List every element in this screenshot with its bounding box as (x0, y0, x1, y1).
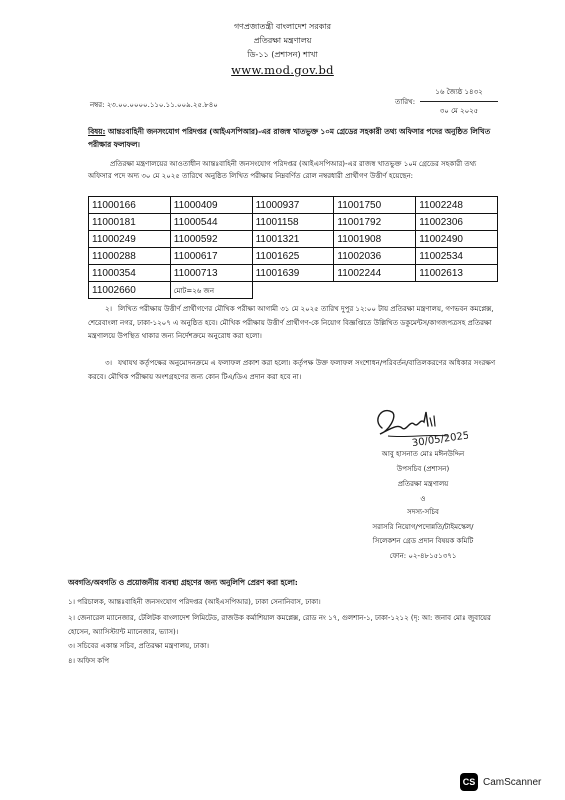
signer-ministry: প্রতিরক্ষা মন্ত্রণালয় (397, 480, 449, 488)
signature-drawing (368, 398, 468, 448)
roll-number-cell: 11001639 (252, 265, 334, 282)
paragraph-number: ৩। (105, 359, 113, 367)
roll-number-cell: 11000288 (89, 248, 171, 265)
authority-text: যথাযথ কর্তৃপক্ষের অনুমোদনক্রমে এ ফলাফল প্রকাশ করা হলো। কর্তৃপক্ষ উক্ত ফলাফল সংশোধন/পরিবর্তন/বাতিলকরণের অধিকার সংরক্ষণ করবে। মৌখিক পরীক্ষায় অংশগ্রহণের জন্য কোন টিএ/ডিএ প্রদান করা হবে না। (88, 359, 496, 381)
section-name: ডি-১১ (প্রশাসন) শাখা (247, 50, 318, 59)
signer-name: আবু হাসনাত মোঃ মঈনউদ্দিন (381, 450, 465, 458)
date-bangla: ১৬ জ্যৈষ্ঠ ১৪৩২ (420, 86, 498, 102)
signature-date: 30/05/2025 (411, 430, 468, 448)
intro-paragraph: প্রতিরক্ষা মন্ত্রণালয়ের আওতাধীন আন্তঃবাহিনী জনসংযোগ পরিদপ্তর (আইএসপিআর)-এর রাজস্ব খাতভুক্ত ১০ম গ্রেডের সহকারী তথ্য অফিসার পদে অদ্য ৩০ মে ২০২৫ তারিখে অনুষ্ঠিত লিখিত পরীক্ষায় নিম্নবর্ণিত রোল নম্বরধারী প্রার্থীগণ উত্তীর্ণ হয়েছেন: (88, 160, 477, 180)
roll-number-cell: 11002660 (89, 282, 171, 299)
roll-number-cell: 11002490 (416, 231, 498, 248)
total-count-cell: মোট=২৬ জন (170, 282, 252, 299)
roll-number-cell: 11001625 (252, 248, 334, 265)
signer-designation: উপসচিব (প্রশাসন) (396, 465, 450, 473)
roll-number-cell: 11000181 (89, 214, 171, 231)
roll-number-cell: 11002534 (416, 248, 498, 265)
roll-number-cell: 11002036 (334, 248, 416, 265)
signer-role: সদস্য-সচিব (407, 508, 439, 516)
camscanner-watermark (460, 772, 541, 792)
signer-committee-1: সরাসরি নিয়োগ/পদোন্নতি/টাইমস্কেল/ (372, 523, 474, 531)
table-row (89, 231, 498, 248)
paragraph-number: ২। (105, 305, 113, 313)
roll-number-cell: 11000354 (89, 265, 171, 282)
distribution-item: ১। পরিচালক, আন্তঃবাহিনী জনসংযোগ পরিদপ্তর (আইএসপিআর), ঢাকা সেনানিবাস, ঢাকা। (68, 598, 321, 606)
date-label: তারিখ: (395, 98, 416, 106)
table-row (89, 248, 498, 265)
roll-number-cell: 11001792 (334, 214, 416, 231)
roll-number-cell: 11001908 (334, 231, 416, 248)
distribution-item: ৪। অফিস কপি (68, 657, 109, 665)
results-table (88, 196, 498, 299)
viva-text: লিখিত পরীক্ষায় উত্তীর্ণ প্রার্থীগণের মৌখিক পরীক্ষা আগামী ৩১ মে ২০২৫ তারিখ দুপুর ১২:০০ টায় প্রতিরক্ষা মন্ত্রণালয়, গণভবন কমপ্লেক্স, শেরেবাংলা নগর, ঢাকা-১২০৭ এ অনুষ্ঠিত হবে। মৌখিক পরীক্ষায় উত্তীর্ণ প্রার্থীগণ-কে নিয়োগ বিজ্ঞপ্তিতে উল্লিখিত ডকুমেন্টস/কাগজপত্রসহ প্রতিরক্ষা মন্ত্রণালয়ে উপস্থিত থাকার জন্য নির্দেশক্রমে অনুরোধ করা হলো। (88, 305, 494, 340)
table-row (89, 197, 498, 214)
signer-conjunction: ও (420, 495, 426, 503)
govt-name: গণপ্রজাতন্ত্রী বাংলাদেশ সরকার (233, 22, 332, 31)
roll-number-cell: 11000544 (170, 214, 252, 231)
memo-number: নম্বর: ২৩.০০.০০০০.১১০.১১.০০৯.২৫.৮৪০ (90, 101, 218, 109)
distribution-item: ৩। সচিবের একান্ত সচিব, প্রতিরক্ষা মন্ত্রণালয়, ঢাকা। (68, 642, 209, 650)
camscanner-label: CamScanner (483, 776, 542, 788)
roll-number-cell: 11001750 (334, 197, 416, 214)
distribution-item: ২। জেনারেল ম্যানেজার, টেলিটক বাংলাদেশ লিমিটেড, রাজউক কর্মাশিয়াল কমপ্লেক্স, রোড নং ১৭, গুলশান-১, ঢাকা-১২১২ (দৃ: আ: জনাব মোঃ জুবায়ের হোসেন, অ্যাসিস্ট্যান্ট ম্যানেজার, ভ্যাস)। (68, 614, 491, 636)
roll-number-cell: 11002248 (416, 197, 498, 214)
camscanner-logo-icon: CS (460, 773, 478, 791)
viva-paragraph (88, 303, 500, 344)
roll-number-cell: 11000592 (170, 231, 252, 248)
roll-number-cell: 11002306 (416, 214, 498, 231)
website-link[interactable]: www.mod.gov.bd (231, 63, 334, 77)
ministry-name: প্রতিরক্ষা মন্ত্রণালয় (253, 36, 312, 45)
roll-number-cell: 11000166 (89, 197, 171, 214)
roll-number-cell: 11000937 (252, 197, 334, 214)
handwritten-signature (368, 398, 468, 448)
table-row (89, 282, 498, 299)
roll-number-cell: 11002244 (334, 265, 416, 282)
signer-phone: ফোন: ০২-৪৮১৫১৩৭১ (389, 552, 457, 560)
roll-number-cell: 11000249 (89, 231, 171, 248)
subject-label: বিষয়: (88, 127, 106, 136)
subject-line (88, 125, 498, 151)
roll-number-cell: 11001158 (252, 214, 334, 231)
subject-text: আন্তঃবাহিনী জনসংযোগ পরিদপ্তর (আইএসপিআর)-এর রাজস্ব খাতভুক্ত ১০ম গ্রেডের সহকারী তথ্য অফিসার পদের অনুষ্ঠিত লিখিত পরীক্ষার ফলাফল। (88, 127, 491, 149)
distribution-heading: অবগতি/অবগতি ও প্রয়োজনীয় ব্যবস্থা গ্রহণের জন্য অনুলিপি প্রেরণ করা হলো: (68, 578, 298, 587)
signer-committee-2: সিলেকশন গ্রেড প্রদান বিষয়ক কমিটি (372, 537, 474, 545)
roll-number-cell: 11000409 (170, 197, 252, 214)
roll-number-cell: 11002613 (416, 265, 498, 282)
date-block (420, 86, 498, 117)
roll-number-cell: 11001321 (252, 231, 334, 248)
authority-paragraph (88, 357, 500, 384)
date-english: ৩০ মে ২০২৫ (439, 107, 479, 115)
roll-number-cell: 11000713 (170, 265, 252, 282)
roll-number-cell: 11000617 (170, 248, 252, 265)
table-row (89, 214, 498, 231)
table-row (89, 265, 498, 282)
